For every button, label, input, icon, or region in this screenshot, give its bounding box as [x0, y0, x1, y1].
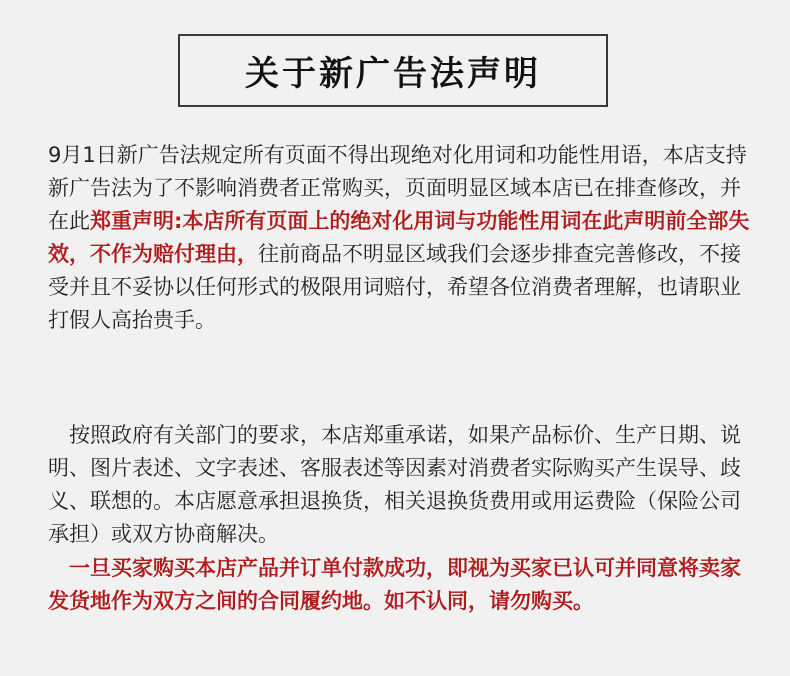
- title-box: [178, 34, 608, 107]
- page-title: 关于新广告法声明: [245, 54, 541, 94]
- statement-paragraph: [48, 139, 758, 337]
- statement-highlight: 郑重声明:本店所有页面上的绝对化用词与功能性用词在此声明前全部失效，不作为赔付理由，: [48, 209, 750, 266]
- statement-tail: 往前商品不明显区域我们会逐步排查完善修改，不接受并且不妥协以任何形式的极限用词赔付，希望各位消费者理解，也请职业打假人高抬贵手。: [48, 242, 741, 332]
- commitment-paragraph: 按照政府有关部门的要求，本店郑重承诺，如果产品标价、生产日期、说明、图片表述、文字表述、客服表述等因素对消费者实际购买产生误导、歧义、联想的。本店愿意承担退换货，相关退换货费用或用运费险（保险公司承担）或双方协商解决。: [48, 423, 741, 546]
- statement-lead: 9月1日新广告法规定所有页面不得出现绝对化用词和功能性用语，本店支持新广告法为了不影响消费者正常购买，页面明显区域本店已在排查修改，并在此: [48, 143, 747, 233]
- contract-paragraph: 一旦买家购买本店产品并订单付款成功，即视为买家已认可并同意将卖家发货地作为双方之间的合同履约地。如不认同，请勿购买。: [48, 556, 741, 613]
